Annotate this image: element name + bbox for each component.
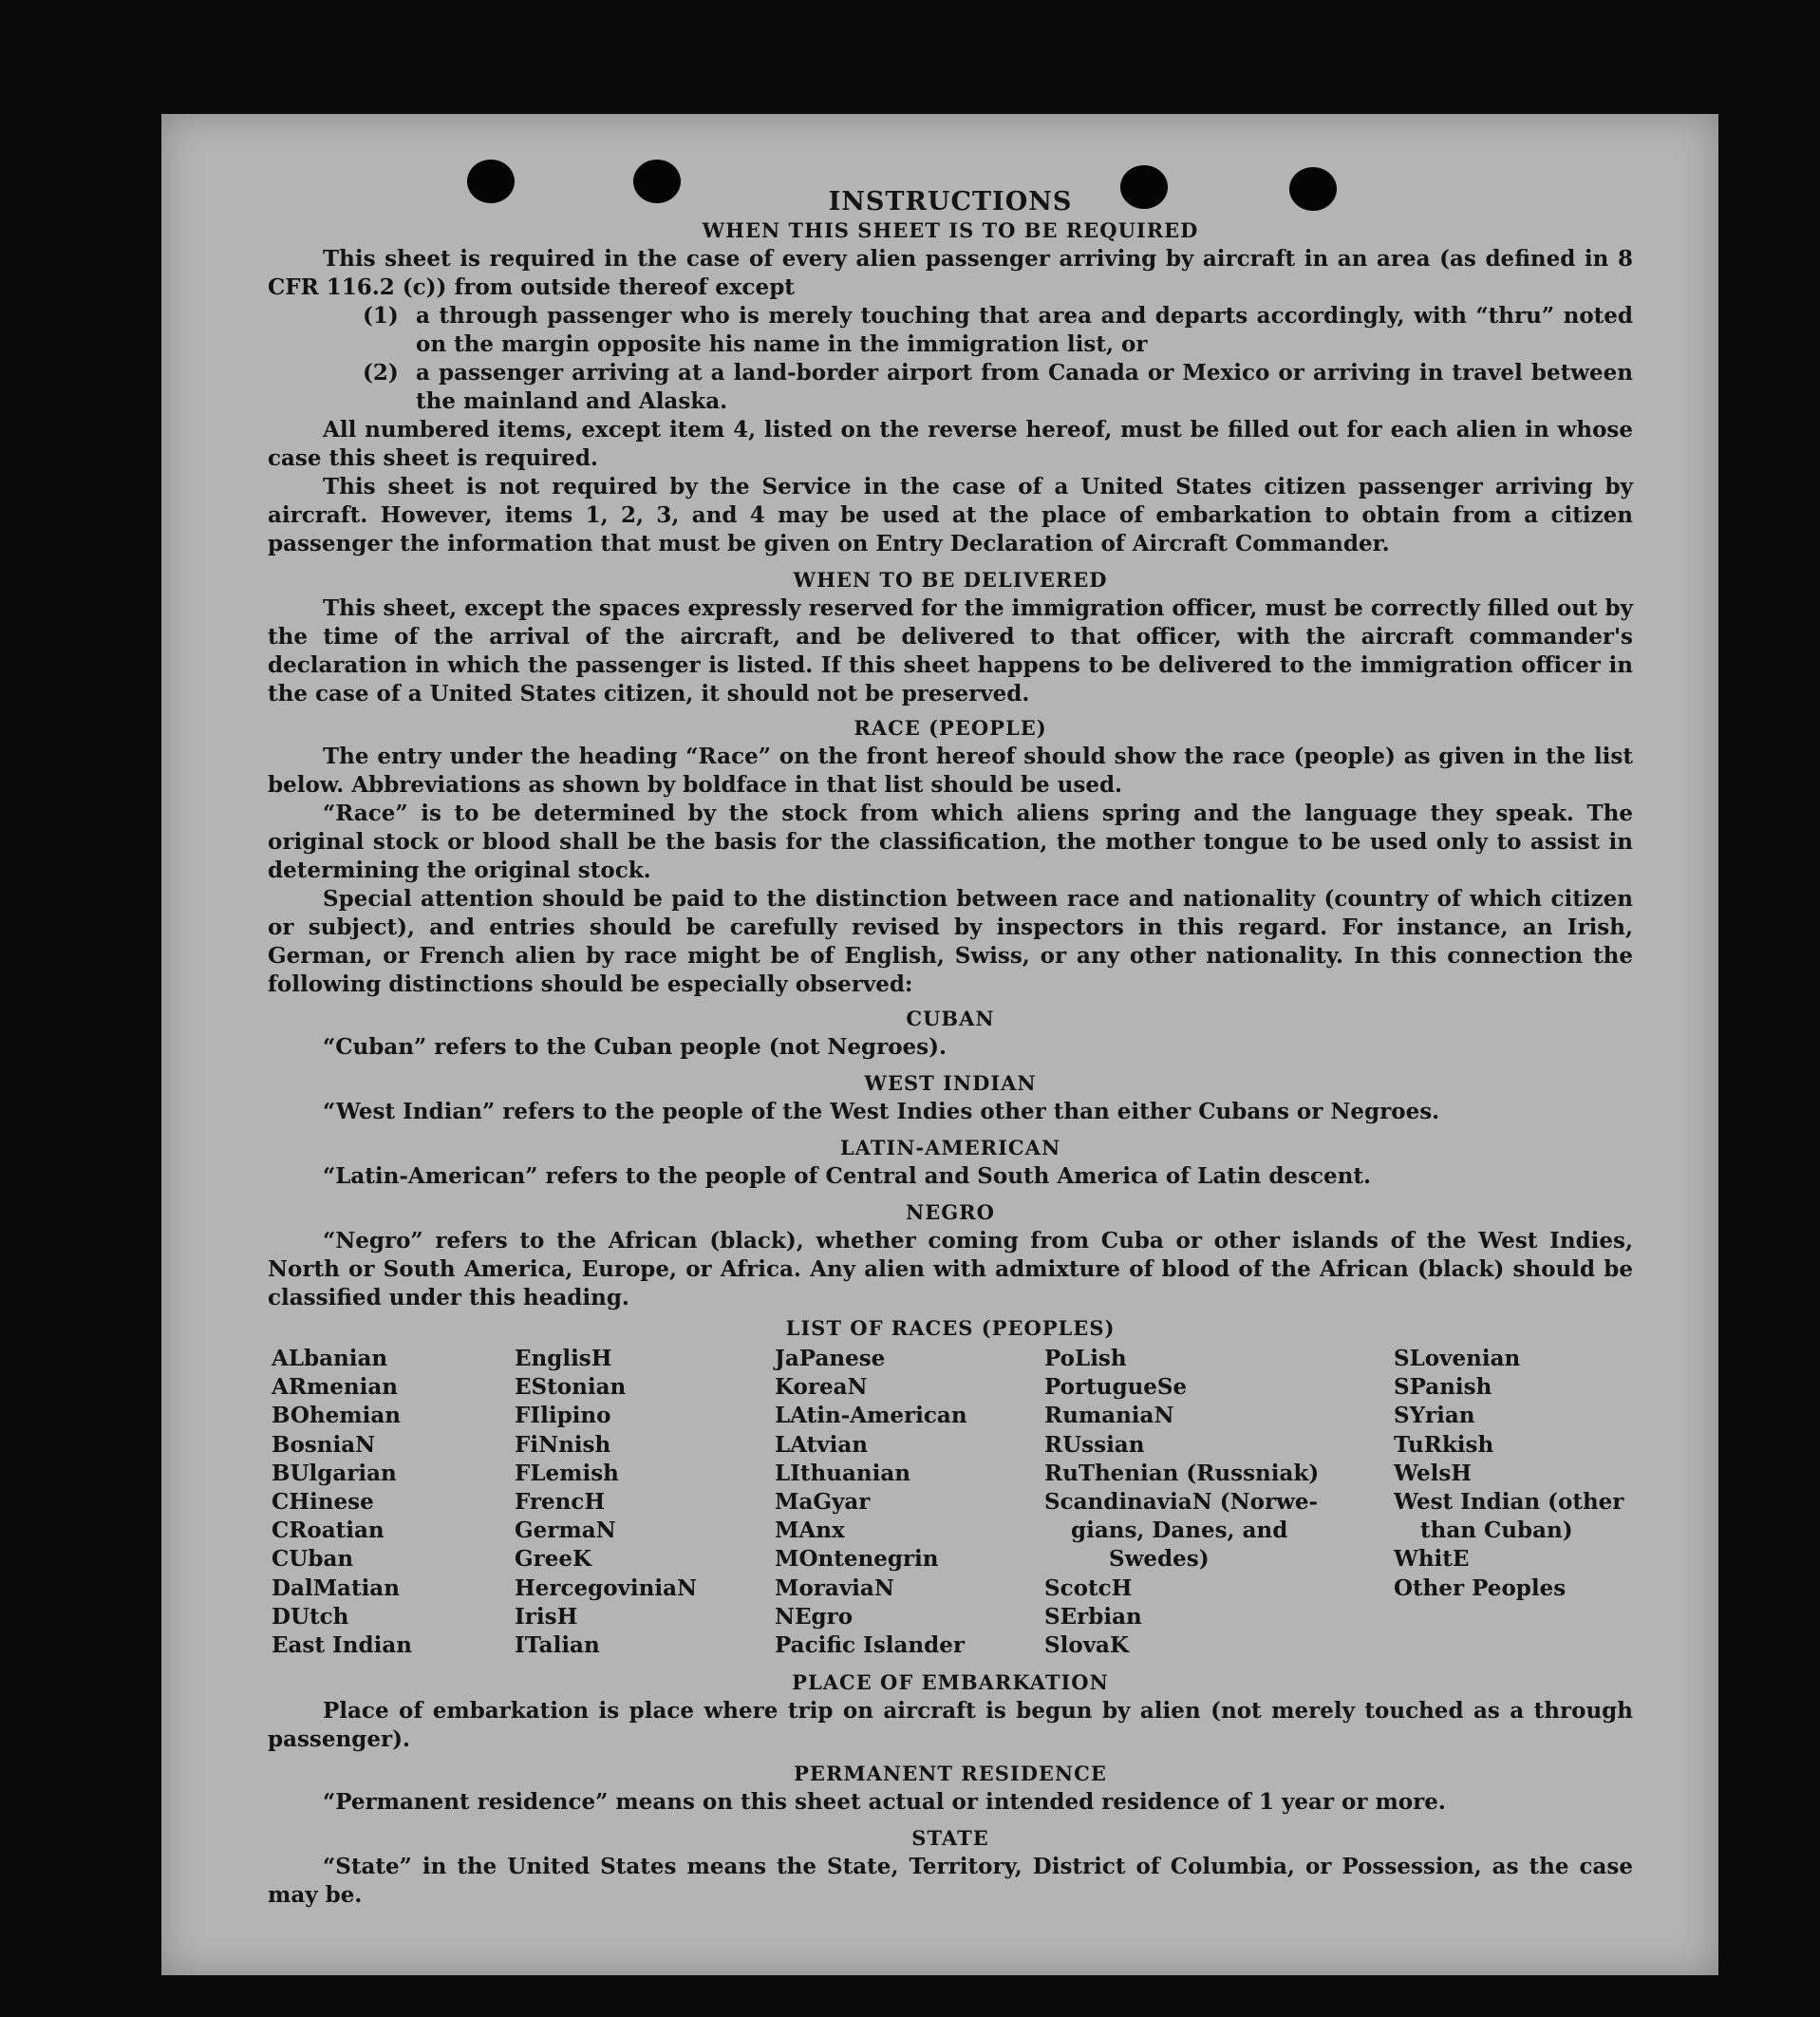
race-item: BUlgarian — [272, 1460, 397, 1486]
paragraph-race-stock: “Race” is to be determined by the stock from which aliens spring and the language they speak. The original stock or blood shall be the basis for the classification, the mother tongue to be used only to assist in determining the original stock. — [268, 801, 1633, 883]
race-item: RumaniaN — [1044, 1403, 1174, 1429]
race-item: SYrian — [1394, 1403, 1475, 1429]
race-item: LAtvian — [775, 1431, 868, 1458]
race-item: FLemish — [515, 1460, 619, 1486]
heading-when-delivered: WHEN TO BE DELIVERED — [793, 568, 1108, 592]
paragraph-race-entry: The entry under the heading “Race” on the front hereof should show the race (people) as given in the list below. Abbreviations as shown by boldface in that list should be used. — [268, 744, 1633, 798]
exception-1-number: (1) — [363, 303, 399, 329]
page-title: INSTRUCTIONS — [828, 187, 1073, 217]
paragraph-cuban: “Cuban” refers to the Cuban people (not Negroes). — [323, 1034, 948, 1060]
race-item: than Cuban) — [1420, 1517, 1573, 1544]
heading-cuban: CUBAN — [906, 1007, 995, 1030]
race-item: MOntenegrin — [775, 1546, 939, 1573]
paragraph-west-indian: “West Indian” refers to the people of the West Indies other than either Cubans or Negroes. — [323, 1099, 1440, 1124]
race-item: MoraviaN — [775, 1574, 894, 1601]
race-item: gians, Danes, and — [1071, 1517, 1288, 1544]
race-item: FIlipino — [515, 1403, 611, 1429]
heading-west-indian: WEST INDIAN — [864, 1071, 1037, 1095]
race-item: GreeK — [515, 1546, 592, 1573]
heading-latin-american: LATIN-AMERICAN — [839, 1136, 1061, 1159]
race-item: ScandinaviaN (Norwe- — [1044, 1489, 1319, 1516]
heading-place-of-embarkation: PLACE OF EMBARKATION — [792, 1670, 1109, 1694]
race-item: HercegoviniaN — [515, 1574, 698, 1601]
race-item: CHinese — [272, 1489, 374, 1516]
race-item: MAnx — [775, 1517, 845, 1544]
race-item: Pacific Islander — [775, 1632, 965, 1659]
heading-negro: NEGRO — [906, 1200, 995, 1224]
race-list — [268, 1345, 1633, 1663]
race-item: ARmenian — [272, 1374, 399, 1401]
race-item: JaPanese — [775, 1346, 886, 1371]
race-item: DalMatian — [272, 1574, 400, 1601]
exception-1 — [363, 302, 1633, 359]
race-item: West Indian (other — [1394, 1489, 1624, 1516]
race-item: WhitE — [1394, 1546, 1470, 1573]
race-column-4 — [1044, 1345, 1319, 1660]
race-item: NEgro — [775, 1603, 854, 1630]
race-item: FrencH — [515, 1489, 606, 1516]
race-column-2 — [515, 1345, 697, 1660]
race-item: East Indian — [272, 1632, 412, 1659]
heading-permanent-residence: PERMANENT RESIDENCE — [794, 1762, 1107, 1785]
exception-2-text: a passenger arriving at a land-border airport from Canada or Mexico or arriving in travel between the mainland and Alaska. — [416, 360, 1633, 414]
paragraph-numbered-items: All numbered items, except item 4, listed on the reverse hereof, must be filled out for each alien in whose case this sheet is required. — [268, 417, 1633, 471]
paragraph-required: This sheet is required in the case of every alien passenger arriving by aircraft in an area (as defined in 8 CFR 116.2 (c)) from outside thereof except — [268, 246, 1633, 300]
race-item: PortugueSe — [1044, 1374, 1188, 1401]
race-item: ALbanian — [272, 1346, 388, 1371]
paragraph-race-nationality: Special attention should be paid to the distinction between race and nationality (country of which citizen or subject), and entries should be carefully revised by inspectors in this regard. For instance, an Irish, German, or French alien by race might be of English, Swiss, or any other nationality. In this connection the following distinctions should be especially observed: — [268, 886, 1633, 997]
heading-list-of-races: LIST OF RACES (PEOPLES) — [785, 1316, 1116, 1340]
race-item: FiNnish — [515, 1431, 611, 1458]
heading-race: RACE (PEOPLE) — [854, 716, 1047, 740]
race-item: MaGyar — [775, 1489, 871, 1516]
heading-when-required: WHEN THIS SHEET IS TO BE REQUIRED — [702, 218, 1199, 242]
race-item: SlovaK — [1044, 1632, 1129, 1659]
paragraph-latin-american: “Latin-American” refers to the people of Central and South America of Latin descent. — [323, 1163, 1371, 1189]
race-item: PoLish — [1044, 1346, 1127, 1371]
race-item: SLovenian — [1394, 1346, 1521, 1371]
race-item: RUssian — [1044, 1431, 1145, 1458]
race-item: LIthuanian — [775, 1460, 910, 1486]
race-item: CRoatian — [272, 1517, 385, 1544]
race-item: DUtch — [272, 1603, 349, 1630]
paragraph-residence: “Permanent residence” means on this sheet actual or intended residence of 1 year or more. — [323, 1789, 1446, 1815]
race-item: Swedes) — [1109, 1546, 1210, 1573]
race-column-5 — [1394, 1345, 1623, 1603]
paragraph-embarkation: Place of embarkation is place where trip on aircraft is begun by alien (not merely touched as a through passenger). — [268, 1698, 1633, 1752]
race-item: EStonian — [515, 1374, 627, 1401]
race-column-3 — [775, 1345, 967, 1660]
race-item: SErbian — [1044, 1603, 1142, 1630]
paragraph-state: “State” in the United States means the State, Territory, District of Columbia, or Possession, as the case may be. — [268, 1854, 1633, 1908]
paragraph-delivered: This sheet, except the spaces expressly reserved for the immigration officer, must be correctly filled out by the time of the arrival of the aircraft, and be delivered to that officer, with the aircraft commander's declaration in which the passenger is listed. If this sheet happens to be delivered to the immigration officer in the case of a United States citizen, it should not be preserved. — [268, 595, 1633, 707]
race-item: SPanish — [1394, 1374, 1492, 1401]
race-item: EnglisH — [515, 1346, 612, 1371]
paragraph-citizen: This sheet is not required by the Service in the case of a United States citizen passenger arriving by aircraft. However, items 1, 2, 3, and 4 may be used at the place of embarkation to obtain from a citizen passenger the information that must be given on Entry Declaration of Aircraft Commander. — [268, 474, 1633, 556]
race-item: Other Peoples — [1394, 1574, 1567, 1601]
race-item: KoreaN — [775, 1374, 868, 1401]
exception-2-number: (2) — [363, 360, 399, 386]
document-sheet — [161, 114, 1718, 1975]
race-item: ITalian — [515, 1632, 600, 1659]
race-item: BOhemian — [272, 1403, 401, 1429]
race-item: CUban — [272, 1546, 354, 1573]
exception-1-text: a through passenger who is merely touching that area and departs accordingly, with “thru” noted on the margin opposite his name in the immigration list, or — [416, 303, 1633, 357]
race-item: WelsH — [1394, 1460, 1473, 1486]
race-item: ScotcH — [1044, 1574, 1133, 1601]
exception-2 — [363, 359, 1633, 416]
race-item: GermaN — [515, 1517, 616, 1544]
race-item: LAtin-American — [775, 1403, 967, 1429]
race-item: IrisH — [515, 1603, 578, 1630]
heading-state: STATE — [911, 1826, 989, 1850]
race-item: BosniaN — [272, 1431, 376, 1458]
instructions-body — [268, 188, 1633, 1910]
race-column-1 — [272, 1345, 412, 1660]
paragraph-negro: “Negro” refers to the African (black), whether coming from Cuba or other islands of the West Indies, North or South America, Europe, or Africa. Any alien with admixture of blood of the African (black) should be classified under this heading. — [268, 1228, 1633, 1310]
race-item: RuThenian (Russniak) — [1044, 1460, 1320, 1486]
race-item: TuRkish — [1394, 1431, 1494, 1458]
